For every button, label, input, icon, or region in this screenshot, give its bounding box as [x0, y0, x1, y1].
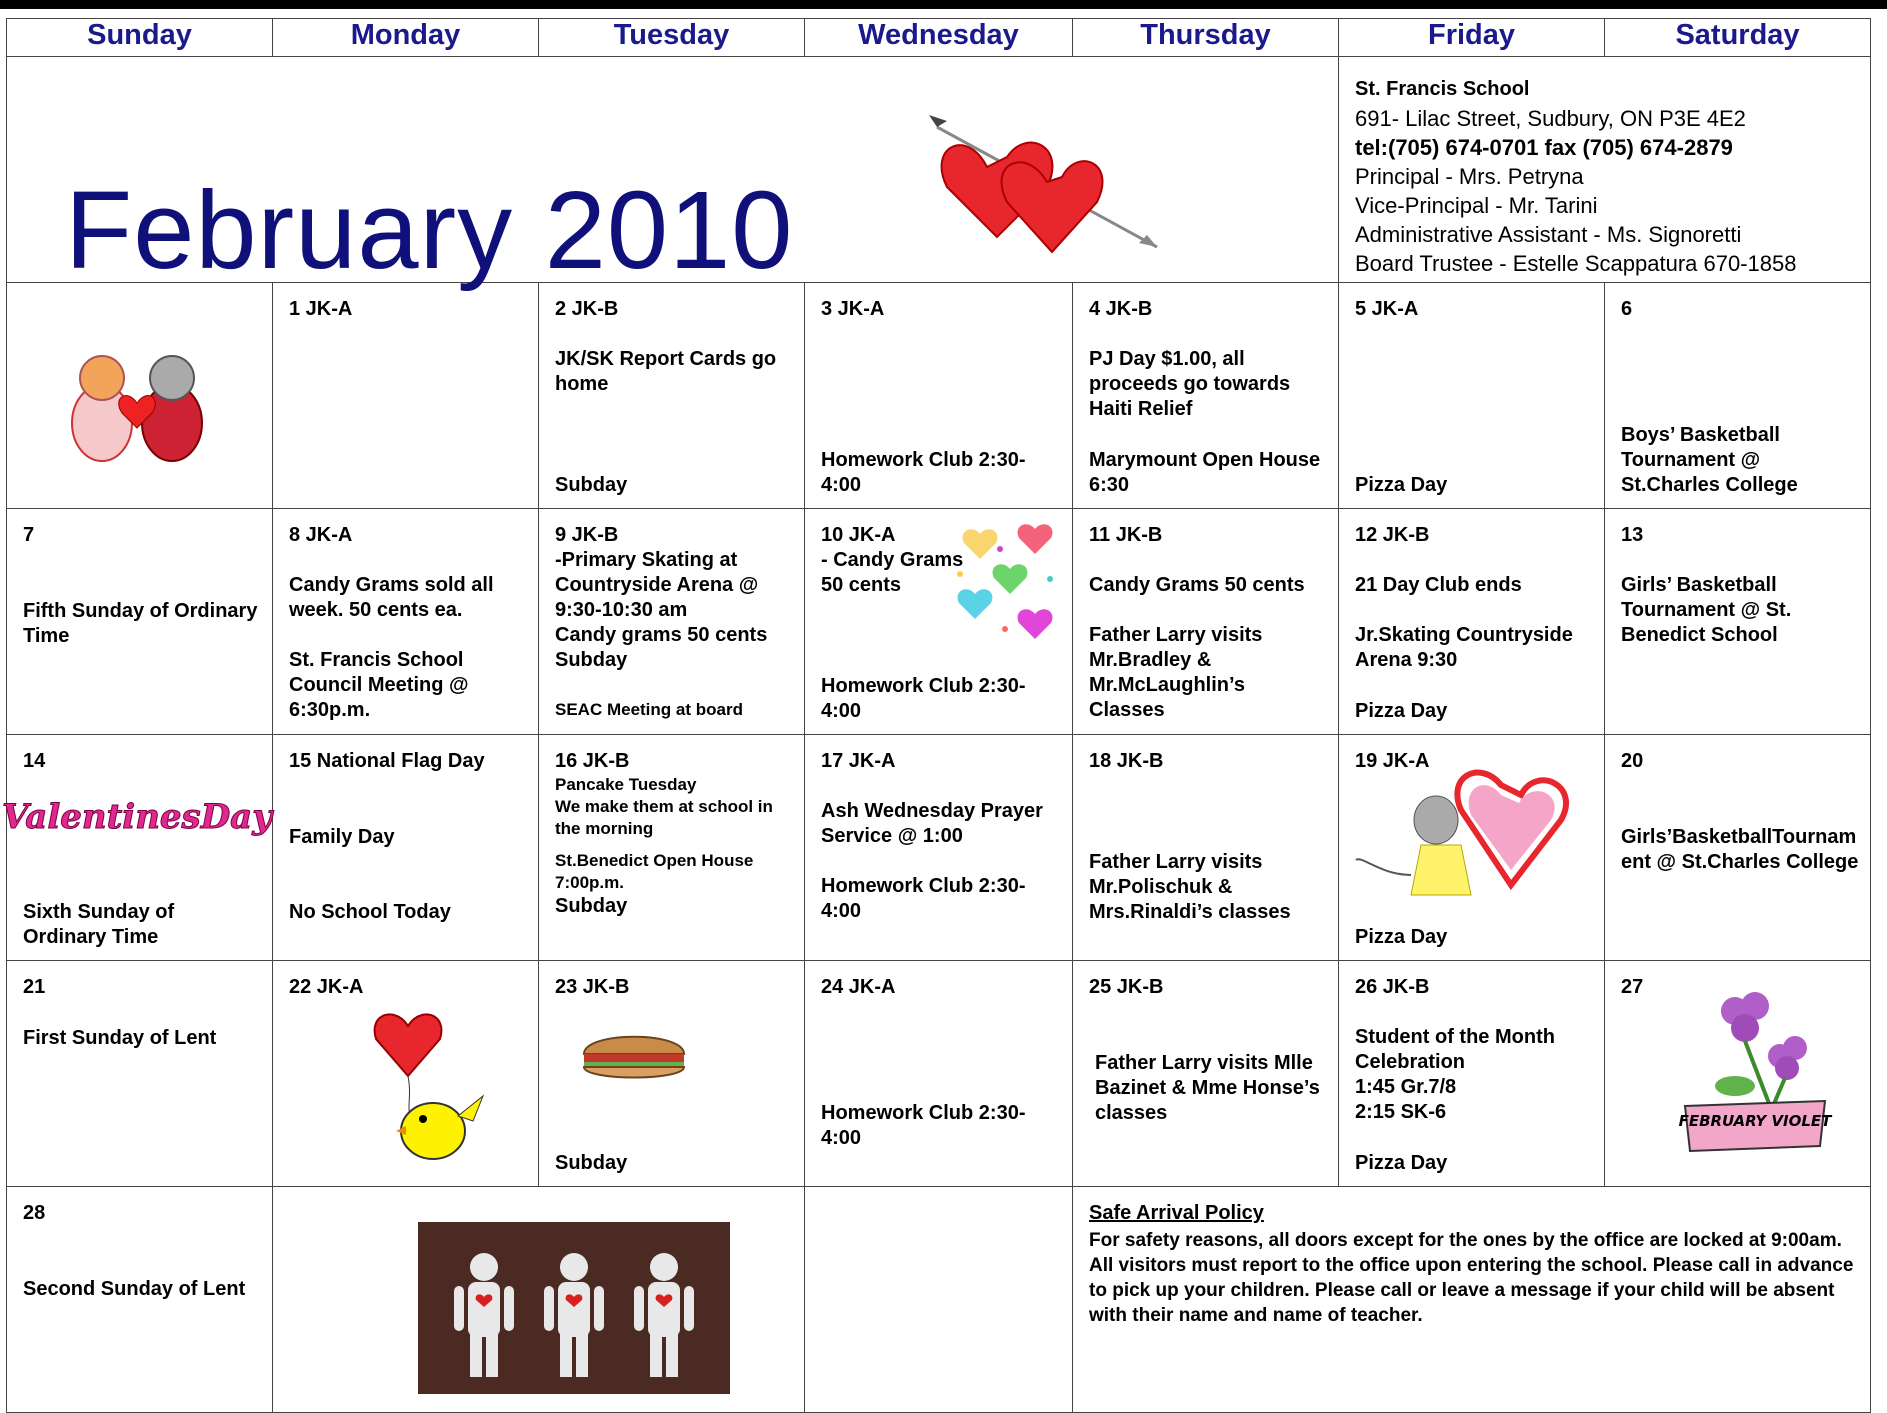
day-number: 22 JK-A	[289, 976, 364, 998]
event-text: Homework Club 2:30-4:00	[821, 675, 1026, 722]
event-text: Subday	[555, 895, 628, 917]
day-header-monday: Monday	[273, 19, 539, 57]
event-text: Marymount Open House 6:30	[1089, 449, 1321, 496]
event-text: Pizza Day	[1355, 1152, 1448, 1174]
event-text: Family Day	[289, 826, 395, 848]
day-header-saturday: Saturday	[1605, 19, 1871, 57]
event-text: Father Larry visits Mr.Bradley & Mr.McLaughlin’s Classes	[1089, 624, 1263, 721]
day-header-tuesday: Tuesday	[539, 19, 805, 57]
event-text: Candy Grams sold all week. 50 cents ea.	[289, 574, 494, 621]
board-trustee: Board Trustee - Estelle Scappatura 670-1858	[1355, 251, 1797, 276]
school-name: St. Francis School	[1355, 78, 1530, 100]
school-address: 691- Lilac Street, Sudbury, ON P3E 4E2	[1355, 106, 1746, 131]
top-bar	[0, 0, 1887, 9]
cal-cell-feb-5	[1339, 283, 1605, 509]
svg-text:FEBRUARY VIOLET: FEBRUARY VIOLET	[1678, 1112, 1832, 1130]
event-text: SEAC Meeting at board	[555, 700, 743, 719]
cal-cell-feb-1	[273, 283, 539, 509]
cal-cell-feb-2	[539, 283, 805, 509]
event-text: 21 Day Club ends	[1355, 574, 1522, 596]
event-text: 2:15 SK-6	[1355, 1101, 1447, 1123]
cal-cell-feb-8	[273, 509, 539, 735]
calendar-table	[2, 18, 1871, 1413]
day-header-wednesday: Wednesday	[805, 19, 1073, 57]
valentines-day-banner-icon	[2, 780, 272, 850]
candy-hearts-icon	[950, 519, 1065, 654]
event-text: Second Sunday of Lent	[23, 1278, 246, 1300]
day-number: 16 JK-B	[555, 750, 630, 772]
day-number: 28	[23, 1202, 46, 1224]
policy-title: Safe Arrival Policy	[1089, 1202, 1264, 1224]
title-cell	[7, 57, 1339, 292]
admin-assistant: Administrative Assistant - Ms. Signoretti	[1355, 222, 1742, 247]
event-text: Girls’ Basketball Tournament @ St. Benedict School	[1621, 574, 1792, 646]
event-text: -Primary Skating at Countryside Arena @ 9:30-10:30 am	[555, 549, 759, 621]
event-text: Subday	[555, 649, 628, 671]
event-text: 1:45 Gr.7/8	[1355, 1076, 1457, 1098]
day-number: 3 JK-A	[821, 298, 885, 320]
sandwich-icon	[579, 1026, 689, 1086]
cal-cell-feb-16	[539, 735, 805, 961]
cal-cell-feb-12	[1339, 509, 1605, 735]
day-number: 27	[1621, 976, 1644, 998]
event-text: Homework Club 2:30-4:00	[821, 449, 1026, 496]
page-title: February 2010	[65, 169, 794, 292]
cal-cell-feb-14	[2, 735, 273, 961]
cal-cell-feb-24	[805, 961, 1073, 1187]
day-number: 8 JK-A	[289, 524, 353, 546]
cal-cell-feb-4	[1073, 283, 1339, 509]
day-number: 13	[1621, 524, 1644, 546]
chick-balloon-icon	[368, 1001, 498, 1171]
day-number: 15 National Flag Day	[289, 750, 485, 772]
event-text: St. Francis School Council Meeting @ 6:30p.m.	[289, 649, 469, 721]
event-text: Father Larry visits Mr.Polischuk & Mrs.Rinaldi’s classes	[1089, 851, 1291, 923]
school-info-cell	[1339, 57, 1871, 283]
event-text: Sixth Sunday of Ordinary Time	[23, 901, 175, 948]
day-number: 12 JK-B	[1355, 524, 1430, 546]
cal-cell-empty	[7, 283, 273, 509]
day-number: 10 JK-A	[821, 524, 896, 546]
event-text: Girls’BasketballTournament @ St.Charles College	[1621, 826, 1859, 873]
day-number: 6	[1621, 298, 1633, 320]
cal-cell-feb-18	[1073, 735, 1339, 961]
cal-cell-feb-25	[1073, 961, 1339, 1187]
event-text: Subday	[555, 1152, 628, 1174]
event-text: Subday	[555, 474, 628, 496]
event-text: Father Larry visits Mlle Bazinet & Mme Honse’s classes	[1095, 1052, 1320, 1124]
event-text: Pizza Day	[1355, 700, 1448, 722]
event-text: Boys’ Basketball Tournament @ St.Charles College	[1621, 424, 1798, 496]
day-header-sunday: Sunday	[7, 19, 273, 57]
day-number: 7	[23, 524, 35, 546]
event-text: Ash Wednesday Prayer Service @ 1:00	[821, 800, 1043, 847]
event-text: Student of the Month Celebration	[1355, 1026, 1555, 1073]
event-text: Jr.Skating Countryside Arena 9:30	[1355, 624, 1573, 671]
cal-cell-feb-23	[539, 961, 805, 1187]
day-number: 19 JK-A	[1355, 750, 1430, 772]
day-number: 4 JK-B	[1089, 298, 1153, 320]
event-text: Candy grams 50 cents	[555, 624, 768, 646]
people-hearts-image	[418, 1222, 730, 1394]
cal-cell-feb-19	[1339, 735, 1605, 961]
cal-cell-feb-28	[7, 1187, 273, 1413]
cal-cell-feb-22	[273, 961, 539, 1187]
event-text: Pizza Day	[1355, 474, 1448, 496]
event-text: Pancake Tuesday	[555, 775, 697, 794]
cal-cell-feb-13	[1605, 509, 1871, 735]
day-header-thursday: Thursday	[1073, 19, 1339, 57]
school-phone: tel:(705) 674-0701 fax (705) 674-2879	[1355, 135, 1733, 160]
cal-cell-empty	[805, 1187, 1073, 1413]
image-cell	[273, 1187, 805, 1413]
cal-cell-feb-11	[1073, 509, 1339, 735]
day-number: 2 JK-B	[555, 298, 619, 320]
hearts-arrow-icon	[927, 107, 1167, 257]
cats-valentine-icon	[47, 343, 227, 473]
principal: Principal - Mrs. Petryna	[1355, 164, 1584, 189]
cal-cell-feb-17	[805, 735, 1073, 961]
event-text: PJ Day $1.00, all proceeds go towards Haiti Relief	[1089, 348, 1291, 420]
cal-cell-feb-7	[7, 509, 273, 735]
day-number: 25 JK-B	[1089, 976, 1164, 998]
event-text: We make them at school in the morning	[555, 797, 773, 838]
day-number: 11 JK-B	[1089, 524, 1163, 546]
day-number: 20	[1621, 750, 1644, 772]
mouse-heart-icon	[1351, 765, 1581, 905]
vice-principal: Vice-Principal - Mr. Tarini	[1355, 193, 1598, 218]
cal-cell-feb-9	[539, 509, 805, 735]
event-text: St.Benedict Open House 7:00p.m.	[555, 851, 754, 892]
day-number: 1 JK-A	[289, 298, 353, 320]
cal-cell-feb-20	[1605, 735, 1871, 961]
event-text: No School Today	[289, 901, 451, 923]
cal-cell-feb-21	[7, 961, 273, 1187]
cal-cell-feb-27	[1605, 961, 1871, 1187]
february-violet-icon	[1675, 986, 1835, 1156]
day-number: 5 JK-A	[1355, 298, 1419, 320]
svg-text:ValentinesDay: ValentinesDay	[2, 797, 272, 837]
safe-arrival-policy-cell	[1073, 1187, 1871, 1413]
event-text: Homework Club 2:30-4:00	[821, 1102, 1026, 1149]
day-header-friday: Friday	[1339, 19, 1605, 57]
day-number: 9 JK-B	[555, 524, 619, 546]
event-text: - Candy Grams	[821, 549, 964, 571]
day-number: 23 JK-B	[555, 976, 630, 998]
cal-cell-feb-10	[805, 509, 1073, 735]
day-number: 14	[23, 750, 46, 772]
event-text: JK/SK Report Cards go home	[555, 348, 777, 395]
day-number: 18 JK-B	[1089, 750, 1164, 772]
cal-cell-feb-6	[1605, 283, 1871, 509]
day-number: 17 JK-A	[821, 750, 896, 772]
event-text: Candy Grams 50 cents	[1089, 574, 1305, 596]
school-info	[1355, 73, 1797, 278]
event-text: Homework Club 2:30-4:00	[821, 875, 1026, 922]
day-number: 24 JK-A	[821, 976, 896, 998]
event-text: 50 cents	[821, 574, 902, 596]
cal-cell-feb-15	[273, 735, 539, 961]
cal-cell-feb-26	[1339, 961, 1605, 1187]
event-text: Pizza Day	[1355, 926, 1448, 948]
policy-text: For safety reasons, all doors except for the ones by the office are locked at 9:00am. All visitors must report to the office upon entering the school. Please call in advance to pick up your children. Please call or leave a message if your child will be absent with their name and name of teacher.	[1089, 1230, 1854, 1326]
cal-cell-feb-3	[805, 283, 1073, 509]
day-number: 21	[23, 976, 46, 998]
event-text: Fifth Sunday of Ordinary Time	[23, 600, 258, 647]
event-text: First Sunday of Lent	[23, 1027, 217, 1049]
day-number: 26 JK-B	[1355, 976, 1430, 998]
